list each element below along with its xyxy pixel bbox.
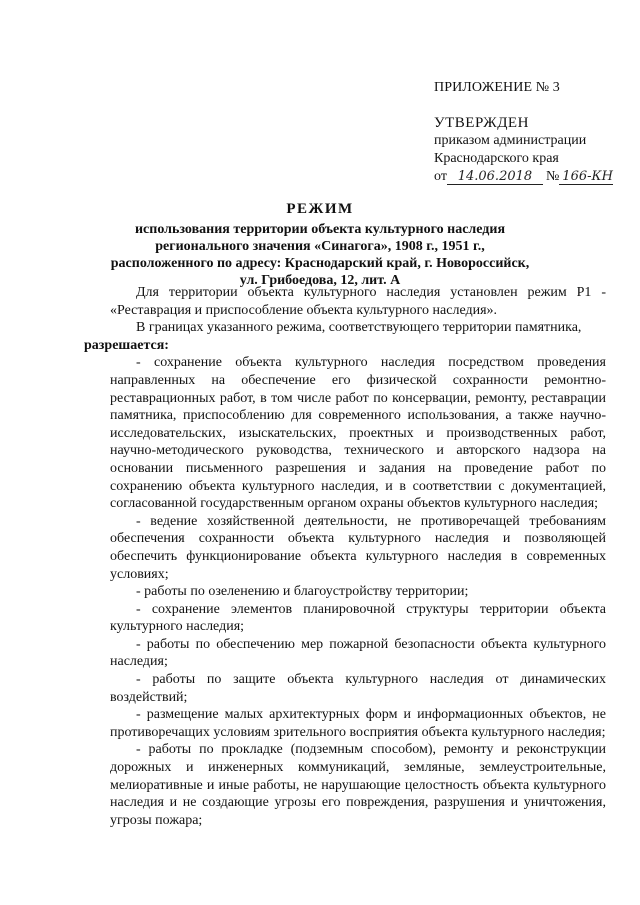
approved-by-order: приказом администрации: [434, 133, 587, 148]
order-date-number-row: [434, 168, 613, 186]
allowed-heading: разрешается:: [84, 337, 169, 353]
list-item: - работы по обеспечению мер пожарной безопасности объекта культурного наследия;: [110, 636, 606, 670]
order-number: 166-КН: [559, 170, 613, 185]
date-prefix: от: [434, 169, 447, 184]
list-item: - ведение хозяйственной деятельности, не противоречащей требованиям обеспечения сохранности объекта культурного наследия и позволяющей обеспечить функционирование объекта культурного наследия в современных условиях;: [110, 513, 606, 582]
list-item: - сохранение объекта культурного наследия посредством проведения направленных на обеспечение его физической сохранности ремонтно-реставрационных работ, в том числе работ по консервации, ремонту, реставрации памятника, приспособлению для современного использования, а также научно-исследовательских, изыскательских, проектных и производственных работ, научно-методического руководства, технического и авторского надзора на основании письменного разрешения и задания на проведение работ по сохранению объекта культурного наследия, и в соответствии с документацией, согласованной государственным органом охраны объектов культурного наследия;: [110, 355, 606, 512]
appendix-label: ПРИЛОЖЕНИЕ № 3: [434, 80, 560, 95]
intro-paragraph: Для территории объекта культурного наследия установлен режим Р1 - «Реставрация и приспособление объекта культурного наследия».: [110, 285, 606, 318]
approval-block: [434, 114, 613, 186]
number-prefix: №: [545, 169, 560, 184]
within-text: В границах указанного режима, соответствующего территории памятника,: [136, 320, 582, 336]
list-item: - работы по прокладке (подземным способом), ремонту и реконструкции дорожных и инженерных коммуникаций, земляные, землеустроительные, мелиоративные и иные работы, не нарушающие целостность объекта культурного наследия и не создающие угрозы его повреждения, разрушения и уничтожения, угрозы пожара;: [110, 742, 606, 828]
document-title: РЕЖИМ: [286, 201, 354, 217]
order-date: 14.06.2018: [447, 170, 543, 185]
document-subtitle: использования территории объекта культурного наследия регионального значения «Синагога», 1908 г., 1951 г., расположенного по адресу: Краснодарский край, г. Новороссийск, ул. Грибоедова, 12, лит. А: [110, 222, 530, 288]
list-item: - размещение малых архитектурных форм и информационных объектов, не противоречащих условиям зрительного восприятия объекта культурного наследия;: [110, 707, 606, 740]
approved-region: Краснодарского края: [434, 151, 559, 166]
approved-heading: УТВЕРЖДЕН: [434, 115, 529, 131]
list-item: - работы по озеленению и благоустройству территории;: [136, 584, 469, 600]
list-item: - работы по защите объекта культурного наследия от динамических воздействий;: [110, 672, 606, 705]
within-paragraph: [84, 319, 606, 354]
document-body: [84, 284, 606, 829]
list-item: - сохранение элементов планировочной структуры территории объекта культурного наследия;: [110, 601, 606, 635]
